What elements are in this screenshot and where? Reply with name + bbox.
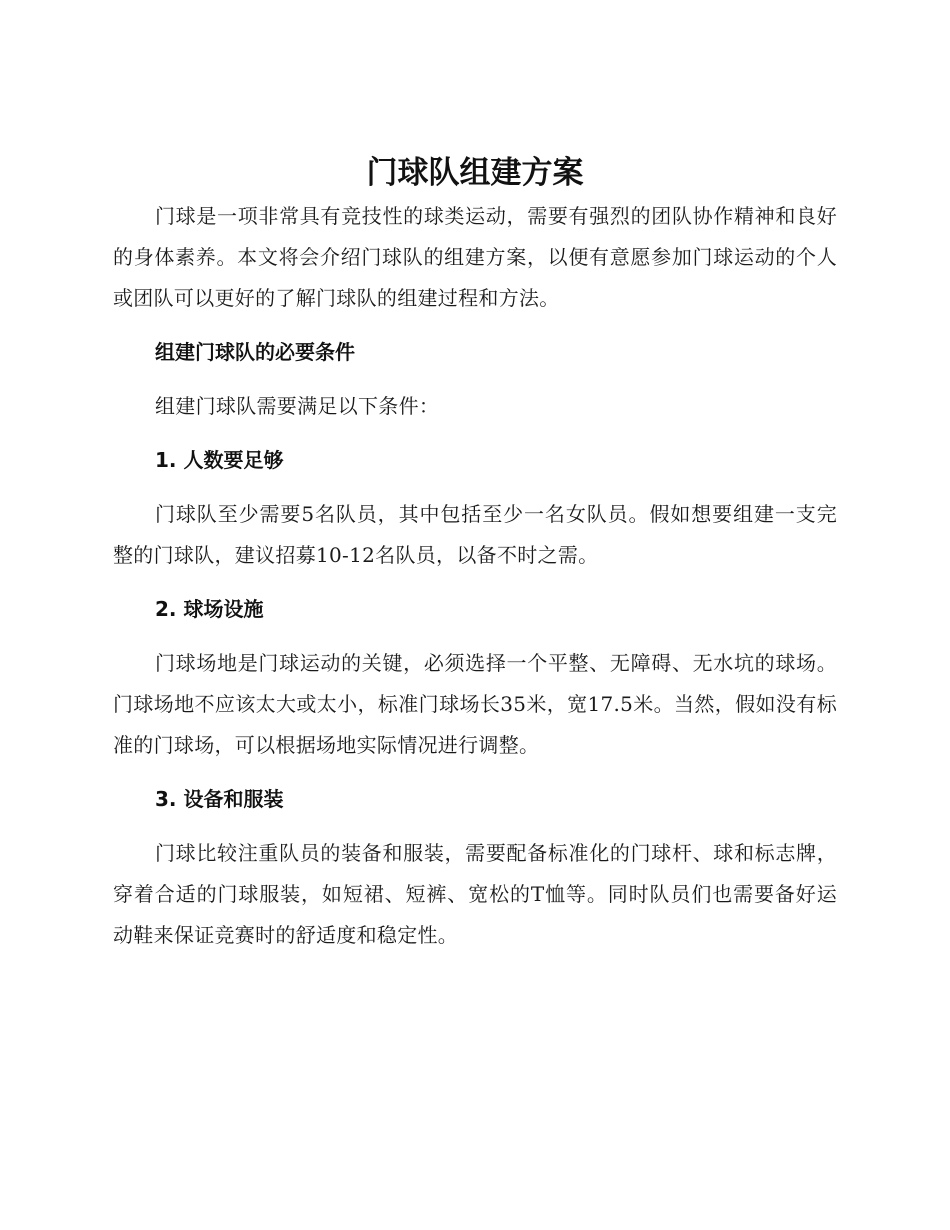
spacer xyxy=(113,481,837,494)
intro-paragraph: 门球是一项非常具有竞技性的球类运动，需要有强烈的团队协作精神和良好的身体素养。本文将会介绍门球队的组建方案，以便有意愿参加门球运动的个人或团队可以更好的了解门球队的组建过程和方法。 xyxy=(113,204,837,310)
spacer xyxy=(113,630,837,643)
spacer xyxy=(113,319,837,332)
item-text-people: 门球队至少需要5名队员，其中包括至少一名女队员。假如想要组建一支完整的门球队，建议招募10-12名队员，以备不时之需。 xyxy=(113,502,837,567)
spacer xyxy=(113,427,837,440)
spacer xyxy=(113,373,837,386)
item-heading-equipment: 3. 设备和服装 xyxy=(155,787,284,811)
item-text-venue: 门球场地是门球运动的关键，必须选择一个平整、无障碍、无水坑的球场。门球场地不应该太大或太小，标准门球场长35米，宽17.5米。当然，假如没有标准的门球场，可以根据场地实际情况进行调整。 xyxy=(113,651,837,757)
item-heading-people: 1. 人数要足够 xyxy=(155,448,284,472)
document-page xyxy=(113,150,837,956)
item-heading-venue: 2. 球场设施 xyxy=(155,597,264,621)
spacer xyxy=(113,766,837,779)
spacer xyxy=(113,820,837,833)
section-heading: 组建门球队的必要条件 xyxy=(155,340,355,364)
spacer xyxy=(113,576,837,589)
section-lead: 组建门球队需要满足以下条件： xyxy=(155,394,440,418)
document-title: 门球队组建方案 xyxy=(366,155,584,191)
item-text-equipment: 门球比较注重队员的装备和服装，需要配备标准化的门球杆、球和标志牌，穿着合适的门球服装，如短裙、短裤、宽松的T恤等。同时队员们也需要备好运动鞋来保证竞赛时的舒适度和稳定性。 xyxy=(113,841,837,947)
